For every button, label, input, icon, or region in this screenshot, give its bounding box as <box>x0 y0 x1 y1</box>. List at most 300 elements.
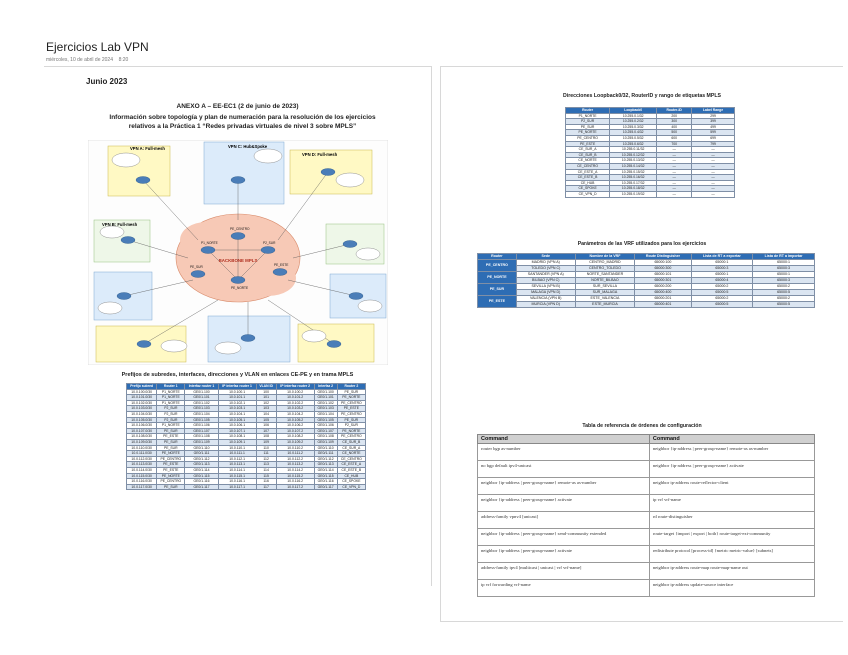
table-cell: 10.255.0.14/32 <box>610 163 657 169</box>
table-cell: 10.0.115.2 <box>276 473 314 479</box>
command-cell: no bgp default ipv4-unicast <box>478 461 650 478</box>
table-cell: PE_NORTE <box>157 473 185 479</box>
column-header: Sede <box>516 254 575 260</box>
table-cell: 10.0.106.1 <box>218 423 256 429</box>
table-cell: 10.255.0.19/32 <box>610 191 657 197</box>
table-cell: — <box>657 186 692 192</box>
table-cell: CE_SUR_A <box>566 147 610 153</box>
command-cell: neighbor {ip-address | peer-group-name} send-community extended <box>478 529 650 546</box>
table-cell: 10.0.104.2 <box>276 411 314 417</box>
table-cell: 65000:1 <box>753 272 815 278</box>
table-cell: GE0/1.112 <box>314 456 337 462</box>
router-label: P1_NORTE <box>201 241 218 245</box>
command-reference-table <box>477 434 815 597</box>
table-cell: CE_VPN_D <box>566 191 610 197</box>
table-cell: 65000:2 <box>753 284 815 290</box>
table-cell: GE0/1.114 <box>185 467 218 473</box>
table-row <box>478 546 815 563</box>
router-label: PE_ESTE <box>274 263 289 267</box>
command-cell: rd route-distinguisher <box>649 512 814 529</box>
table-cell: 113 <box>256 462 276 468</box>
table-cell: CE_SUR_A <box>337 445 365 451</box>
table-row <box>478 444 815 461</box>
table-cell: — <box>657 163 692 169</box>
table-cell: 10.0.102.0/30 <box>127 400 157 406</box>
table-cell: — <box>692 152 735 158</box>
document-page-right <box>440 66 843 622</box>
table-cell: GE0/1.113 <box>314 462 337 468</box>
table-cell: 10.0.112.1 <box>218 456 256 462</box>
table-cell: 799 <box>692 141 735 147</box>
command-cell: neighbor ip-address update-source interface <box>649 580 814 597</box>
table-cell: VALENCIA (VPN B) <box>516 296 575 302</box>
table-cell: PE_CENTRO <box>566 135 610 141</box>
table-cell: GE0/1.105 <box>314 417 337 423</box>
table-cell: 10.0.101.0/30 <box>127 395 157 401</box>
table-cell: 65000:300 <box>635 266 691 272</box>
table-cell: PE_ESTE <box>337 406 365 412</box>
table-cell: 10.0.116.2 <box>276 479 314 485</box>
table-cell: PE_CENTRO <box>157 479 185 485</box>
table-cell: 65000:5 <box>753 290 815 296</box>
table-cell: 10.0.117.1 <box>218 484 256 490</box>
column-header: Route Distinguisher <box>635 254 691 260</box>
table-cell: 600 <box>657 135 692 141</box>
loopback-table-title: Direcciones Loopback0/32, RouterID y rango de etiquetas MPLS <box>563 93 721 99</box>
table-cell: 10.0.102.2 <box>276 400 314 406</box>
table-cell: — <box>657 147 692 153</box>
table-cell: 10.255.0.12/32 <box>610 152 657 158</box>
command-table-title: Tabla de referencia de órdenes de configuración <box>582 423 702 429</box>
table-cell: 10.255.0.11/32 <box>610 147 657 153</box>
column-header: IP interfaz router 1 <box>218 384 256 390</box>
table-row <box>478 563 815 580</box>
table-cell: 10.255.0.17/32 <box>610 180 657 186</box>
table-cell: SANTANDER (VPN A) <box>516 272 575 278</box>
table-cell: GE0/1.113 <box>185 462 218 468</box>
table-cell: CE_ESTE_A <box>337 462 365 468</box>
table-cell: 10.0.100.2 <box>276 389 314 395</box>
table-cell: — <box>657 169 692 175</box>
table-cell: — <box>657 158 692 164</box>
table-cell: 65000:4 <box>691 278 753 284</box>
table-cell: BILBAO (VPN C) <box>516 278 575 284</box>
table-cell: CE_ESTE_B <box>337 467 365 473</box>
table-cell: 10.0.106.2 <box>276 423 314 429</box>
annex-subtitle: Información sobre topología y plan de numeración para la resolución de los ejercicios relativos a la Práctica 1 “Redes privadas virtuales de nivel 3 sobre MPLS” <box>109 114 376 130</box>
table-cell: CE_SPOKE <box>337 479 365 485</box>
table-cell: 10.255.0.2/32 <box>610 119 657 125</box>
table-cell: 10.0.104.1 <box>218 411 256 417</box>
table-cell: 65000:301 <box>635 278 691 284</box>
table-cell: 10.0.117.0/30 <box>127 484 157 490</box>
table-cell: — <box>692 147 735 153</box>
table-cell: CE_NORTE <box>566 158 610 164</box>
table-cell: TOLEDO (VPN C) <box>516 266 575 272</box>
table-cell: 10.0.107.1 <box>218 428 256 434</box>
page-date <box>46 57 128 63</box>
table-cell: — <box>657 180 692 186</box>
column-header: Router-ID <box>657 108 692 114</box>
table-cell: 10.0.105.0/30 <box>127 417 157 423</box>
table-cell: 65000:401 <box>635 302 691 308</box>
vrf-router-cell: PE_CENTRO <box>478 260 517 272</box>
column-header: Label Range <box>692 108 735 114</box>
table-cell: 103 <box>256 406 276 412</box>
vrf-router-cell: PE_ESTE <box>478 296 517 308</box>
table-cell: GE0/1.104 <box>314 411 337 417</box>
column-header: Command <box>478 435 650 444</box>
table-cell: PE_ESTE <box>157 467 185 473</box>
date-text: miércoles, 10 de abril de 2024 <box>46 57 113 63</box>
table-row <box>127 484 366 490</box>
vpn-a-label: VPN A: Full-mesh <box>130 146 165 151</box>
table-cell: — <box>692 180 735 186</box>
table-cell: GE0/1.106 <box>314 423 337 429</box>
table-cell: 10.255.0.5/32 <box>610 135 657 141</box>
table-cell: 10.255.0.16/32 <box>610 175 657 181</box>
command-cell: neighbor ip-address route-reflector-client <box>649 478 814 495</box>
table-cell: GE0/1.101 <box>185 395 218 401</box>
table-cell: 10.255.0.18/32 <box>610 186 657 192</box>
table-cell: — <box>692 175 735 181</box>
command-cell: ip vrf forwarding vrf-name <box>478 580 650 597</box>
command-cell: router bgp as-number <box>478 444 650 461</box>
annex-title: ANEXO A – EE-EC1 (2 de junio de 2023) <box>176 103 299 110</box>
table-row <box>566 191 735 197</box>
table-cell: 10.0.113.1 <box>218 462 256 468</box>
table-cell: 65000:5 <box>691 302 753 308</box>
table-cell: 299 <box>692 113 735 119</box>
table-cell: 10.0.112.0/30 <box>127 456 157 462</box>
table-cell: CENTRO_TOLEDO <box>575 266 635 272</box>
table-cell: CE_HUB <box>337 473 365 479</box>
table-cell: P2_SUR <box>157 406 185 412</box>
table-cell: 10.0.100.1 <box>218 389 256 395</box>
table-cell: 10.0.114.1 <box>218 467 256 473</box>
table-row <box>478 478 815 495</box>
table-cell: 105 <box>256 417 276 423</box>
table-cell: PE_SUR <box>337 389 365 395</box>
command-cell: redistribute protocol [process-id] {metric metric-value} [subnets] <box>649 546 814 563</box>
command-cell: neighbor {ip-address | peer-group-name} activate <box>478 546 650 563</box>
table-cell: 65000:200 <box>635 284 691 290</box>
table-cell: 65000:1 <box>691 260 753 266</box>
table-cell: PE_ESTE <box>157 434 185 440</box>
table-cell: CE_SUR_B <box>566 152 610 158</box>
table-cell: 108 <box>256 434 276 440</box>
table-cell: PE_CENTRO <box>157 456 185 462</box>
table-cell: PE_SUR <box>157 428 185 434</box>
table-cell: CE_ESTE_B <box>566 175 610 181</box>
table-cell: PE_ESTE <box>566 141 610 147</box>
table-cell: GE0/1.105 <box>185 417 218 423</box>
table-cell: 10.0.113.2 <box>276 462 314 468</box>
table-cell: PE_CENTRO <box>337 411 365 417</box>
column-header: Prefijo subred <box>127 384 157 390</box>
table-cell: 107 <box>256 428 276 434</box>
table-cell: 65000:100 <box>635 260 691 266</box>
command-cell: route-target {import | export | both} route-target-ext-community <box>649 529 814 546</box>
table-cell: SEVILLA (VPN B) <box>516 284 575 290</box>
table-cell: GE0/1.100 <box>185 389 218 395</box>
table-cell: 10.0.109.2 <box>276 439 314 445</box>
table-cell: 65000:1 <box>753 260 815 266</box>
table-cell: NORTE_BILBAO <box>575 278 635 284</box>
table-cell: 10.0.102.1 <box>218 400 256 406</box>
table-cell: PE_NORTE <box>337 395 365 401</box>
vrf-table <box>477 253 815 308</box>
column-header: Router <box>566 108 610 114</box>
command-cell: neighbor {ip-address | peer-group-name} remote-as as-number <box>649 444 814 461</box>
table-cell: 10.0.116.0/30 <box>127 479 157 485</box>
command-cell: neighbor {ip-address | peer-group-name} activate <box>649 461 814 478</box>
table-cell: 10.0.103.0/30 <box>127 406 157 412</box>
table-cell: PE_SUR <box>337 417 365 423</box>
table-cell: 65000:101 <box>635 272 691 278</box>
table-cell: CE_CENTRO <box>337 456 365 462</box>
table-cell: — <box>692 186 735 192</box>
table-cell: 10.0.108.0/30 <box>127 434 157 440</box>
table-cell: NORTE_SANTANDER <box>575 272 635 278</box>
table-row <box>478 302 815 308</box>
table-cell: 106 <box>256 423 276 429</box>
table-cell: 10.0.101.1 <box>218 395 256 401</box>
table-cell: GE0/1.112 <box>185 456 218 462</box>
table-row <box>478 461 815 478</box>
table-cell: 10.0.116.1 <box>218 479 256 485</box>
prefix-table-title: Prefijos de subredes, interfaces, direcciones y VLAN en enlaces CE-PE y en trama MPLS <box>121 372 354 378</box>
table-cell: GE0/1.103 <box>314 406 337 412</box>
table-cell: 65000:3 <box>691 266 753 272</box>
table-cell: 10.0.117.2 <box>276 484 314 490</box>
table-cell: GE0/1.109 <box>314 439 337 445</box>
table-cell: CE_SUR_B <box>337 439 365 445</box>
table-cell: GE0/1.108 <box>185 434 218 440</box>
table-cell: PE_SUR <box>566 124 610 130</box>
table-cell: 10.0.113.0/30 <box>127 462 157 468</box>
table-cell: GE0/1.107 <box>314 428 337 434</box>
month-heading: Junio 2023 <box>86 77 128 86</box>
table-cell: 65000:3 <box>753 278 815 284</box>
table-cell: 499 <box>692 124 735 130</box>
table-cell: CE_VPN_D <box>337 484 365 490</box>
table-cell: 699 <box>692 135 735 141</box>
table-cell: GE0/1.115 <box>314 473 337 479</box>
time-text: 8:20 <box>118 57 129 63</box>
table-cell: 115 <box>256 473 276 479</box>
table-cell: 10.0.106.0/30 <box>127 423 157 429</box>
column-header: IP interfaz router 2 <box>276 384 314 390</box>
table-cell: GE0/1.110 <box>314 445 337 451</box>
table-cell: PE_CENTRO <box>337 400 365 406</box>
table-cell: 10.0.110.1 <box>218 445 256 451</box>
table-cell: 65000:2 <box>691 284 753 290</box>
command-cell: neighbor {ip-address | peer-group-name} remote-as as-number <box>478 478 650 495</box>
table-cell: CE_NORTE <box>337 451 365 457</box>
table-cell: 10.0.111.1 <box>218 451 256 457</box>
table-cell: 111 <box>256 451 276 457</box>
table-cell: 10.0.104.0/30 <box>127 411 157 417</box>
table-cell: GE0/1.117 <box>314 484 337 490</box>
table-cell: GE0/1.114 <box>314 467 337 473</box>
table-cell: 65000:2 <box>691 296 753 302</box>
table-cell: 10.0.108.1 <box>218 434 256 440</box>
vrf-router-cell: PE_SUR <box>478 284 517 296</box>
table-cell: 10.0.100.0/30 <box>127 389 157 395</box>
table-cell: 10.0.109.0/30 <box>127 439 157 445</box>
table-cell: GE0/1.104 <box>185 411 218 417</box>
table-cell: — <box>692 163 735 169</box>
table-cell: 399 <box>692 119 735 125</box>
table-cell: GE0/1.101 <box>314 395 337 401</box>
loopback-table <box>565 107 735 198</box>
table-cell: 10.255.0.1/32 <box>610 113 657 119</box>
table-cell: ESTE_VALENCIA <box>575 296 635 302</box>
table-cell: 10.255.0.15/32 <box>610 169 657 175</box>
backbone-label: BACKBONE MPLS <box>218 258 258 263</box>
table-cell: GE0/1.106 <box>185 423 218 429</box>
table-cell: 10.255.0.4/32 <box>610 130 657 136</box>
command-cell: address-family vpnv4 [unicast] <box>478 512 650 529</box>
column-header: Interfaz router 1 <box>185 384 218 390</box>
vpn-b-label: VPN B: Full-mesh <box>102 222 138 227</box>
table-cell: MADRID (VPN A) <box>516 260 575 266</box>
table-cell: 10.0.110.2 <box>276 445 314 451</box>
table-cell: 10.0.101.2 <box>276 395 314 401</box>
table-cell: 10.0.114.0/30 <box>127 467 157 473</box>
table-cell: — <box>657 191 692 197</box>
table-cell: CE_ESTE_A <box>566 169 610 175</box>
column-header: Router <box>478 254 517 260</box>
table-cell: P1_NORTE <box>157 389 185 395</box>
table-cell: 65000:400 <box>635 290 691 296</box>
table-cell: 10.0.103.2 <box>276 406 314 412</box>
table-cell: GE0/1.115 <box>185 473 218 479</box>
table-cell: P2_SUR <box>157 417 185 423</box>
table-cell: 65000:5 <box>753 302 815 308</box>
table-cell: 102 <box>256 400 276 406</box>
table-cell: 10.0.109.1 <box>218 439 256 445</box>
table-cell: — <box>692 169 735 175</box>
table-cell: P2_SUR <box>337 423 365 429</box>
table-cell: 200 <box>657 113 692 119</box>
command-cell: neighbor ip-address route-map route-map-name out <box>649 563 814 580</box>
table-cell: 10.0.103.1 <box>218 406 256 412</box>
table-cell: PE_CENTRO <box>337 434 365 440</box>
table-row <box>478 512 815 529</box>
table-cell: P2_SUR <box>566 119 610 125</box>
table-cell: PE_NORTE <box>337 428 365 434</box>
column-header: Loopback0 <box>610 108 657 114</box>
table-cell: PE_ESTE <box>157 462 185 468</box>
table-cell: GE0/1.109 <box>185 439 218 445</box>
table-cell: GE0/1.117 <box>185 484 218 490</box>
vpn-d-label: VPN D: Full-mesh <box>302 152 338 157</box>
column-header: Nombre de la VRF <box>575 254 635 260</box>
table-cell: 10.0.115.1 <box>218 473 256 479</box>
table-cell: 117 <box>256 484 276 490</box>
table-cell: — <box>692 158 735 164</box>
table-cell: — <box>657 152 692 158</box>
table-cell: ESTE_MURCIA <box>575 302 635 308</box>
table-cell: GE0/1.111 <box>314 451 337 457</box>
table-cell: CE_CENTRO <box>566 163 610 169</box>
router-label: P2_SUR <box>263 241 276 245</box>
table-cell: 500 <box>657 130 692 136</box>
table-cell: PE_NORTE <box>157 451 185 457</box>
vpn-c-label: VPN C: Hub&Spoke <box>228 144 268 149</box>
table-cell: 599 <box>692 130 735 136</box>
table-cell: 300 <box>657 119 692 125</box>
table-cell: 10.0.107.2 <box>276 428 314 434</box>
prefix-table <box>126 383 366 490</box>
table-cell: CENTRO_MADRID <box>575 260 635 266</box>
table-cell: 10.0.107.0/30 <box>127 428 157 434</box>
table-cell: 109 <box>256 439 276 445</box>
table-cell: 10.0.111.2 <box>276 451 314 457</box>
vrf-table-title: Parámetros de las VRF utilizados para los ejercicios <box>577 241 707 247</box>
table-cell: GE0/1.110 <box>185 445 218 451</box>
table-cell: 10.0.105.1 <box>218 417 256 423</box>
table-cell: CE_SPOKE <box>566 186 610 192</box>
table-cell: 400 <box>657 124 692 130</box>
table-cell: 10.255.0.13/32 <box>610 158 657 164</box>
table-cell: PE_NORTE <box>566 130 610 136</box>
table-cell: 10.0.115.0/30 <box>127 473 157 479</box>
table-row <box>478 495 815 512</box>
table-cell: 10.0.112.2 <box>276 456 314 462</box>
table-cell: 10.0.110.0/30 <box>127 445 157 451</box>
table-cell: GE0/1.116 <box>185 479 218 485</box>
table-cell: PE_SUR <box>157 445 185 451</box>
table-cell: GE0/1.116 <box>314 479 337 485</box>
table-cell: 100 <box>256 389 276 395</box>
column-header: Interfaz 2 <box>314 384 337 390</box>
column-header: Lista de RT a importar <box>753 254 815 260</box>
table-cell: 10.0.108.2 <box>276 434 314 440</box>
table-row <box>478 529 815 546</box>
table-cell: — <box>692 191 735 197</box>
document-page-left <box>44 66 432 586</box>
table-cell: GE0/1.102 <box>314 400 337 406</box>
column-header: Lista de RT a exportar <box>691 254 753 260</box>
table-cell: 65000:2 <box>753 296 815 302</box>
table-cell: P1_NORTE <box>157 400 185 406</box>
command-cell: address-family ipv4 [multicast | unicast | vrf vrf-name] <box>478 563 650 580</box>
table-cell: P2_SUR <box>157 411 185 417</box>
table-cell: SUR_SEVILLA <box>575 284 635 290</box>
table-cell: 116 <box>256 479 276 485</box>
table-cell: 65000:5 <box>691 290 753 296</box>
table-cell: GE0/1.103 <box>185 406 218 412</box>
command-cell: neighbor {ip-address | peer-group-name} activate <box>478 495 650 512</box>
column-header: Router 2 <box>337 384 365 390</box>
table-cell: 110 <box>256 445 276 451</box>
table-cell: 65000:1 <box>691 272 753 278</box>
table-cell: 700 <box>657 141 692 147</box>
network-topology-diagram <box>88 140 388 365</box>
table-cell: 10.255.0.3/32 <box>610 124 657 130</box>
table-cell: GE0/1.108 <box>314 434 337 440</box>
table-cell: PE_SUR <box>157 484 185 490</box>
table-cell: — <box>657 175 692 181</box>
table-cell: SUR_MALAGA <box>575 290 635 296</box>
table-cell: MALAGA (VPN D) <box>516 290 575 296</box>
table-cell: CE_HUB <box>566 180 610 186</box>
table-cell: 65000:201 <box>635 296 691 302</box>
table-cell: 10.0.114.2 <box>276 467 314 473</box>
